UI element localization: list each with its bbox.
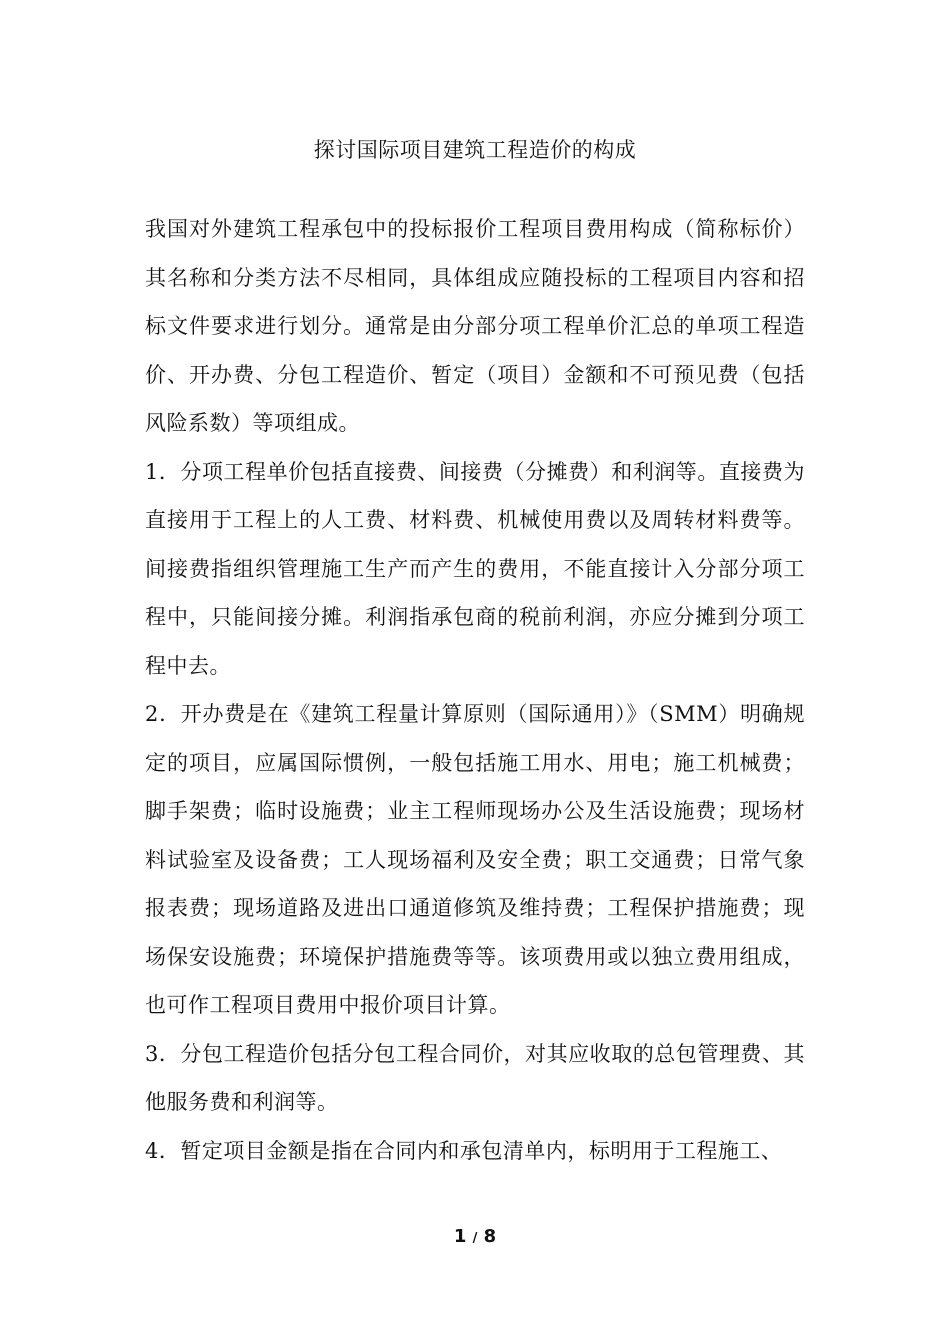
current-page-number: 1 (453, 1226, 467, 1247)
paragraph-item-2: 2．开办费是在《建筑工程量计算原则（国际通用）》（SMM）明确规定的项目，应属国际惯例，一般包括施工用水、用电；施工机械费；脚手架费；临时设施费；业主工程师现场办公及生活设施费；现场材料试验室及设备费；工人现场福利及安全费；职工交通费；日常气象报表费；现场道路及进出口通道修筑及维持费；工程保护措施费；现场保安设施费；环境保护措施费等等。该项费用或以独立费用组成，也可作工程项目费用中报价项目计算。 (145, 702, 805, 1017)
page-number (0, 1224, 950, 1252)
total-pages-number: 8 (483, 1226, 497, 1247)
paragraph-item-1: 1．分项工程单价包括直接费、间接费（分摊费）和利润等。直接费为直接用于工程上的人工费、材料费、机械使用费以及周转材料费等。间接费指组织管理施工生产而产生的费用，不能直接计入分部分项工程中，只能间接分摊。利润指承包商的税前利润，亦应分摊到分项工程中去。 (145, 459, 805, 678)
paragraph-item-4: 4．暂定项目金额是指在合同内和承包清单内，标明用于工程施工、 (145, 1138, 783, 1163)
page-separator: / (472, 1231, 478, 1246)
document-body (145, 205, 805, 1175)
document-title: 探讨国际项目建筑工程造价的构成 (313, 138, 637, 162)
paragraph-item-3: 3．分包工程造价包括分包工程合同价，对其应收取的总包管理费、其他服务费和利润等。 (145, 1041, 805, 1114)
paragraph-intro: 我国对外建筑工程承包中的投标报价工程项目费用构成（简称标价）其名称和分类方法不尽相同，具体组成应随投标的工程项目内容和招标文件要求进行划分。通常是由分部分项工程单价汇总的单项工程造价、开办费、分包工程造价、暂定（项目）金额和不可预见费（包括风险系数）等项组成。 (145, 217, 805, 435)
